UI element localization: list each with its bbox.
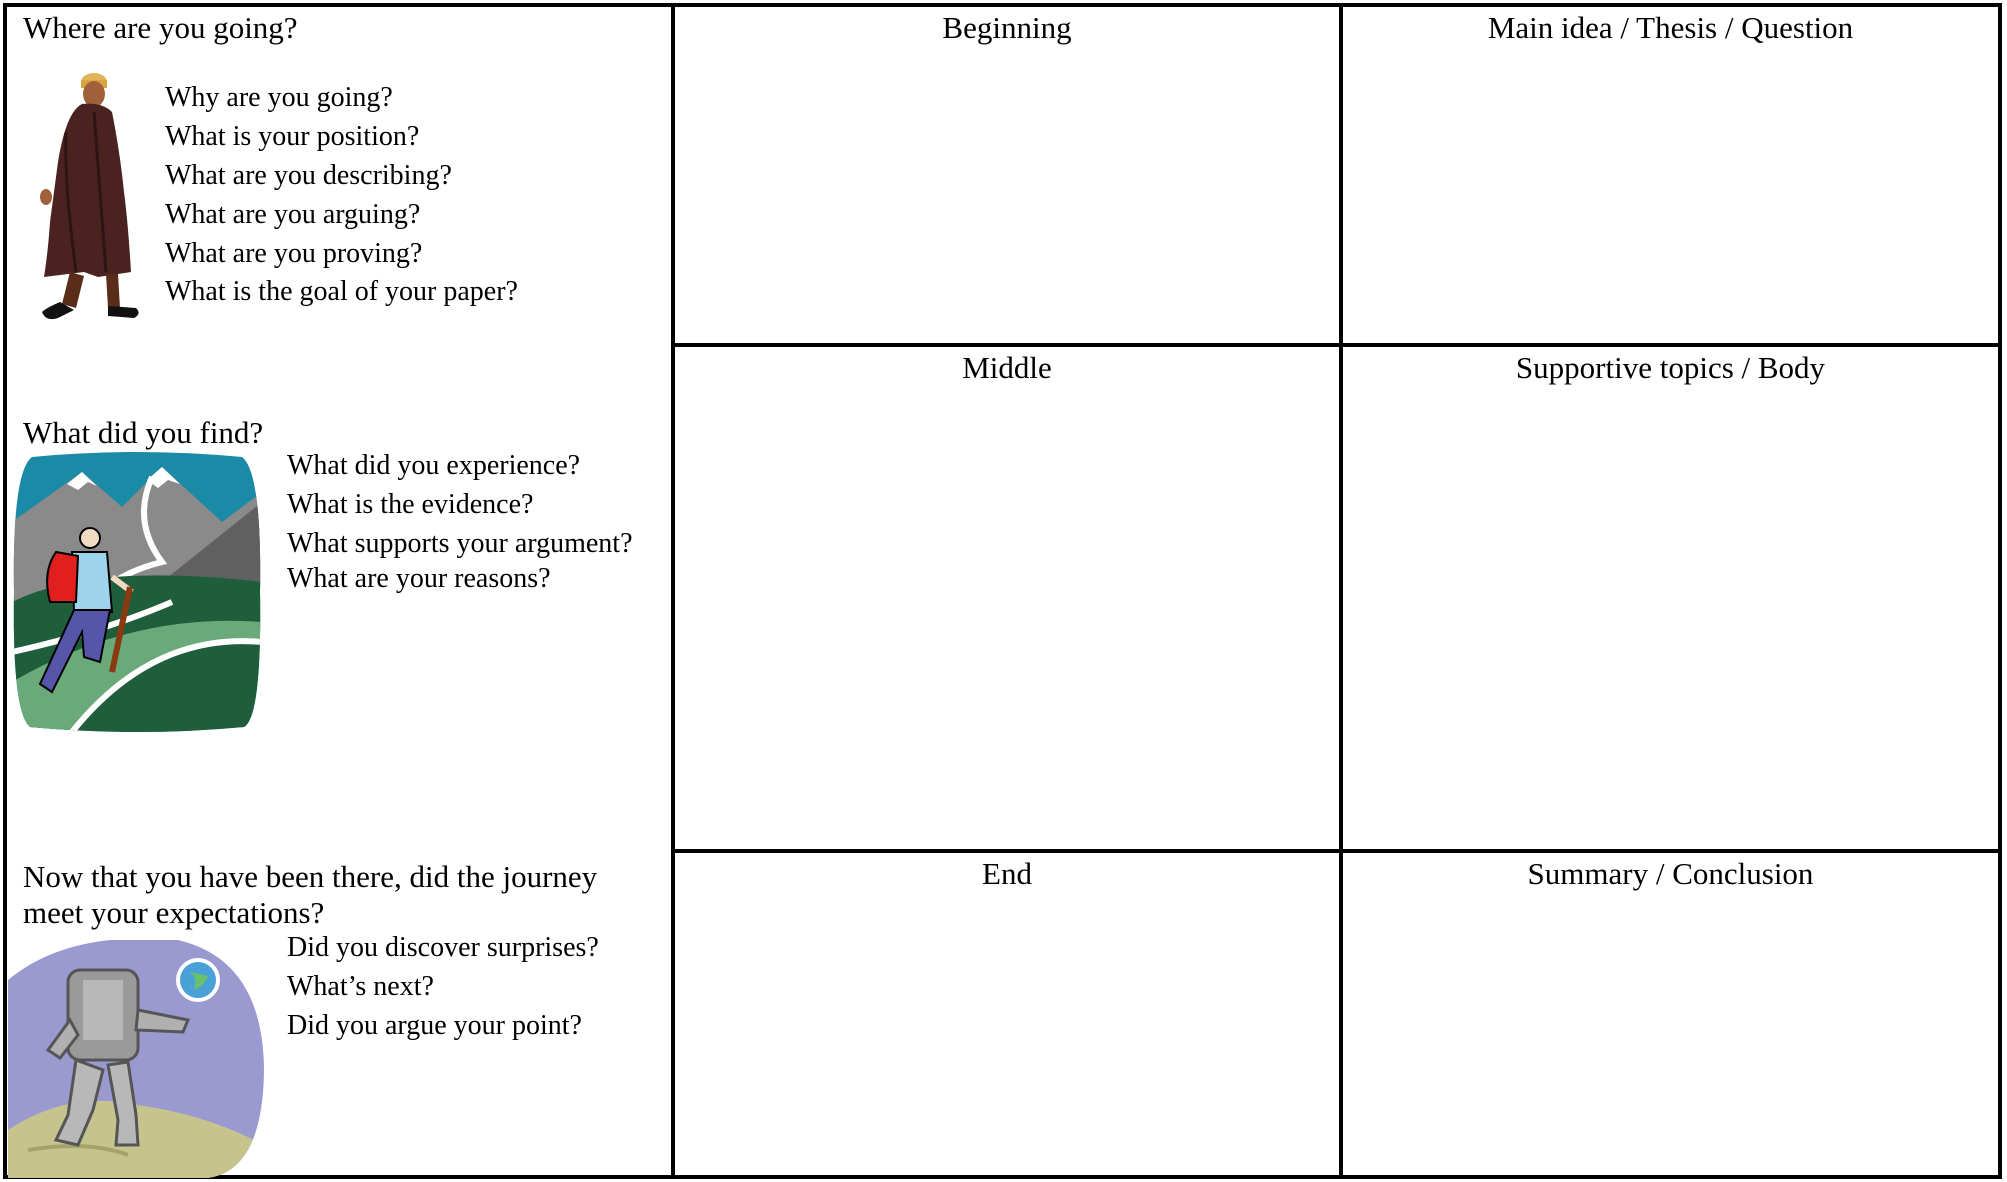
section-heading-find: What did you find? [23,415,264,450]
cell-heading-beginning: Beginning [942,10,1072,45]
cell-heading-middle: Middle [962,350,1052,385]
cell-heading-supportive-topics: Supportive topics / Body [1515,350,1826,385]
walking-man-icon [36,72,142,322]
section-heading-journey: Now that you have been there, did the journey [23,859,598,894]
cell-heading-summary: Summary / Conclusion [1527,856,1814,891]
question-item: What are you proving? [165,238,423,269]
divider-right [1339,3,1343,1179]
row-divider-bottom [671,849,2002,853]
question-item: What is your position? [165,121,420,152]
divider-left [671,3,675,1179]
question-item: What did you experience? [287,450,581,481]
section-heading-journey-line2: meet your expectations? [23,895,325,930]
question-item: What’s next? [287,971,434,1002]
question-item: What is the goal of your paper? [165,276,518,307]
question-item: Did you argue your point? [287,1010,582,1041]
question-item: What are you arguing? [165,199,421,230]
question-item: What are you describing? [165,160,452,191]
question-item: What are your reasons? [287,563,551,594]
question-item: What supports your argument? [287,528,633,559]
section-heading-going: Where are you going? [23,10,298,45]
question-item: What is the evidence? [287,489,534,520]
question-item: Why are you going? [165,82,393,113]
cell-heading-main-idea: Main idea / Thesis / Question [1487,10,1854,45]
hiker-icon [12,452,262,732]
row-divider-top [671,343,2002,347]
astronaut-icon [8,940,264,1178]
question-item: Did you discover surprises? [287,932,599,963]
cell-heading-end: End [982,856,1032,891]
